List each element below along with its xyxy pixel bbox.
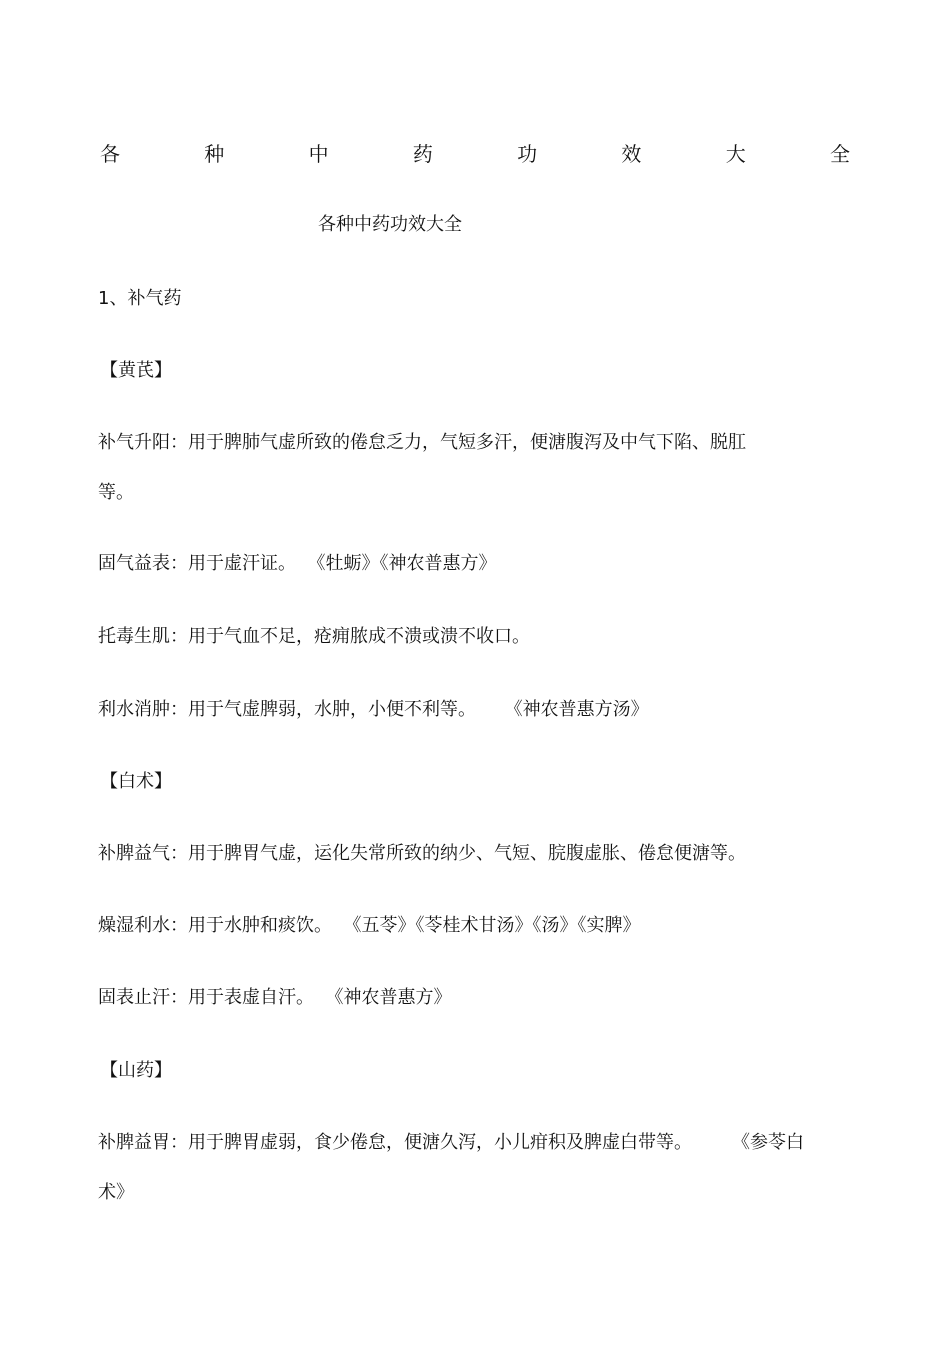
herb-name: 【白术】 [100,771,172,792]
herb-line: 术》 [98,1182,134,1203]
herb-line: 利水消肿：用于气虚脾弱，水肿，小便不利等。 《神农普惠方汤》 [98,699,649,720]
herb-name: 【黄芪】 [100,360,172,381]
herb-line: 补脾益胃：用于脾胃虚弱，食少倦怠，便溏久泻，小儿疳积及脾虚白带等。 《参苓白 [98,1132,805,1153]
title-char: 各 [100,142,120,166]
herb-line: 固气益表：用于虚汗证。 《牡蛎》《神农普惠方》 [98,553,497,574]
title-char: 功 [517,142,538,166]
title-char: 药 [412,142,433,166]
title-char: 中 [308,142,329,166]
herb-line: 托毒生肌：用于气血不足，疮痈脓成不溃或溃不收口。 [98,626,530,647]
herb-line: 补气升阳：用于脾肺气虚所致的倦怠乏力，气短多汗，便溏腹泻及中气下陷、脱肛 [98,432,746,453]
centered-title: 各种中药功效大全 [318,214,462,235]
herb-line: 等。 [98,482,134,503]
herb-line: 补脾益气：用于脾胃气虚，运化失常所致的纳少、气短、脘腹虚胀、倦怠便溏等。 [98,843,746,864]
title-char: 效 [621,142,642,166]
herb-name: 【山药】 [100,1060,172,1081]
title-char: 大 [725,142,746,166]
spaced-document-title [100,140,850,168]
title-char: 种 [204,142,225,166]
herb-line: 固表止汗：用于表虚自汗。 《神农普惠方》 [98,987,452,1008]
section-heading: 1、补气药 [98,288,182,309]
title-char: 全 [829,142,850,166]
herb-line: 燥湿利水：用于水肿和痰饮。 《五苓》《苓桂术甘汤》《汤》《实脾》 [98,915,641,936]
